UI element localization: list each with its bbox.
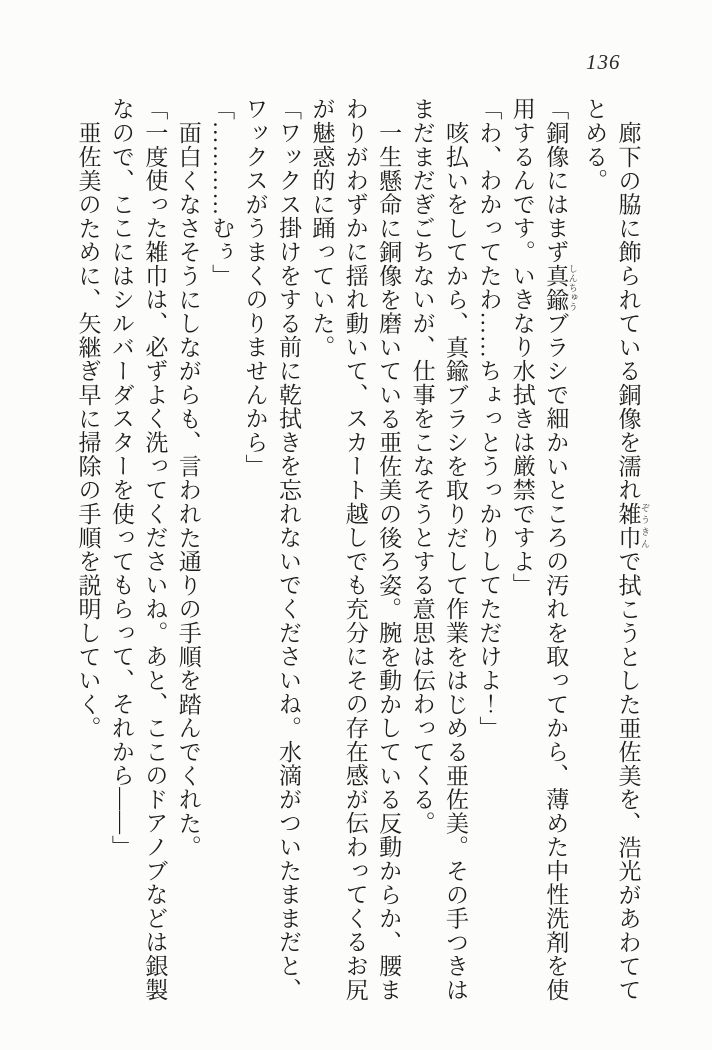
ruby-base: 雑巾 <box>615 501 641 550</box>
text-line: わりがわずかに揺れ動いて、スカート越しでも充分にその存在感が伝わってくるお尻 <box>342 97 368 1002</box>
text-line <box>539 97 578 1015</box>
line-text: で拭こうとした亜佐美を、浩光があわてて <box>615 549 641 1002</box>
ruby-base: 真鍮 <box>543 263 569 312</box>
line-text: 廊下の脇に飾られている銅像を濡れ <box>615 121 641 502</box>
line-text: 「銅像にはまず <box>543 97 569 264</box>
text-line <box>611 97 650 1015</box>
text-line: 「一度使った雑巾は、必ずよく洗ってくださいね。あと、ここのドアノブなどは銀製 <box>142 97 168 1002</box>
text-line: 「わ、わかってたわ……ちょっとうっかりしてただけよ！」 <box>476 97 502 740</box>
text-line: とめる。 <box>582 97 608 193</box>
ruby-annotation <box>543 263 578 312</box>
ruby-text: ぞうきん <box>640 501 650 550</box>
text-line: 「ワックス掛けをする前に乾拭きを忘れないでくださいね。水滴がついたままだと、 <box>275 97 301 1002</box>
text-line: が魅惑的に踊っていた。 <box>309 97 335 359</box>
text-line: 亜佐美のために、矢継ぎ早に掃除の手順を説明していく。 <box>75 121 101 740</box>
page-number: 136 <box>586 50 621 74</box>
text-line: まだまだぎごちないが、仕事をこなそうとする意思は伝わってくる。 <box>409 97 435 835</box>
text-line: 用するんです。いきなり水拭きは厳禁ですよ」 <box>509 97 535 597</box>
text-line: 一生懸命に銅像を磨いている亜佐美の後ろ姿。腕を動かしている反動からか、腰ま <box>376 121 402 1002</box>
text-line: 面白くなさそうにしながらも、言われた通りの手順を踏んでくれた。 <box>175 121 201 859</box>
ruby-annotation <box>615 501 650 550</box>
text-line: なので、ここにはシルバーダスターを使ってもらって、それから――」 <box>108 97 134 859</box>
text-block <box>71 97 650 1015</box>
line-text: ブラシで細かいところの汚れを取ってから、薄めた中性洗剤を使 <box>543 311 569 1002</box>
text-line: 「…………むぅ」 <box>209 97 235 288</box>
ruby-text: しんちゅう <box>567 263 578 312</box>
text-line: 咳払いをしてから、真鍮ブラシを取りだして作業をはじめる亜佐美。その手つきは <box>442 121 468 1002</box>
text-line: ワックスがうまくのりませんから」 <box>242 97 268 478</box>
